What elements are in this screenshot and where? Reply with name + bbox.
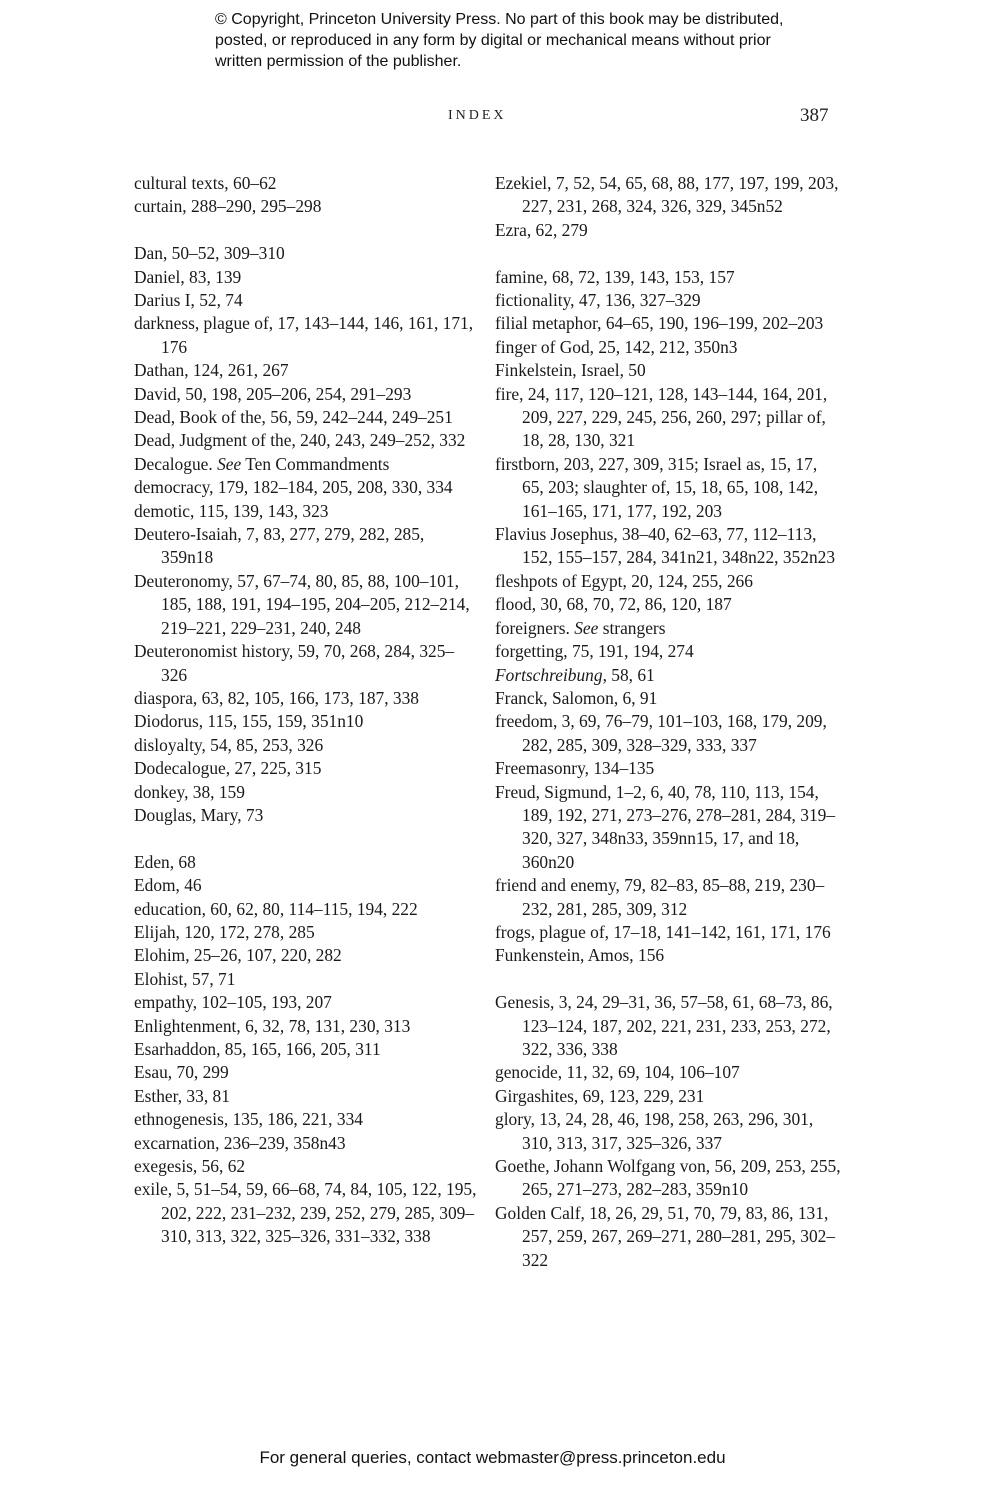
index-entry: Elohist, 57, 71 (134, 968, 236, 989)
index-entry: Ezekiel, 7, 52, 54, 65, 68, 88, 177, 197, 199, 203, 227, 231, 268, 324, 326, 329, 345n52 (495, 173, 839, 217)
index-entry: education, 60, 62, 80, 114–115, 194, 222 (134, 898, 418, 919)
index-entry: Goethe, Johann Wolfgang von, 56, 209, 253, 255, 265, 271–273, 282–283, 359n10 (495, 1156, 841, 1200)
index-entry: fire, 24, 117, 120–121, 128, 143–144, 164, 201, 209, 227, 229, 245, 256, 260, 297; pillar of, 18, 28, 130, 321 (495, 383, 828, 451)
index-entry: friend and enemy, 79, 82–83, 85–88, 219, 230–232, 281, 285, 309, 312 (495, 875, 825, 919)
index-entry-italic: See (217, 453, 242, 474)
index-entry (495, 664, 843, 687)
index-entry: Daniel, 83, 139 (134, 266, 242, 287)
index-entry: Golden Calf, 18, 26, 29, 51, 70, 79, 83, 86, 131, 257, 259, 267, 269–271, 280–281, 295, 302–322 (495, 1202, 836, 1270)
letter-group-gap (495, 968, 843, 991)
index-entry: diaspora, 63, 82, 105, 166, 173, 187, 338 (134, 687, 419, 708)
index-entry-text: Ten Commandments (241, 453, 390, 474)
index-entry: Edom, 46 (134, 875, 202, 896)
index-entry: Girgashites, 69, 123, 229, 231 (495, 1085, 705, 1106)
index-entry: Enlightenment, 6, 32, 78, 131, 230, 313 (134, 1015, 411, 1036)
index-entry-text: Decalogue. (134, 453, 218, 474)
footer-contact: For general queries, contact webmaster@press.princeton.edu (259, 1448, 726, 1467)
index-entry: ethnogenesis, 135, 186, 221, 334 (134, 1109, 363, 1130)
index-entry: forgetting, 75, 191, 194, 274 (495, 641, 694, 662)
index-entry: Franck, Salomon, 6, 91 (495, 687, 658, 708)
index-entry: Esarhaddon, 85, 165, 166, 205, 311 (134, 1039, 381, 1059)
index-entry: exegesis, 56, 62 (134, 1156, 246, 1177)
index-entry: demotic, 115, 139, 143, 323 (134, 500, 329, 521)
index-entry: fictionality, 47, 136, 327–329 (495, 290, 701, 311)
index-column-left (134, 172, 479, 1249)
index-entry: Deutero-Isaiah, 7, 83, 277, 279, 282, 285, 359n18 (134, 524, 425, 568)
index-entry: filial metaphor, 64–65, 190, 196–199, 202–203 (495, 313, 824, 334)
index-entry: frogs, plague of, 17–18, 141–142, 161, 171, 176 (495, 921, 831, 942)
index-entry (495, 617, 843, 640)
letter-group-gap (134, 827, 479, 850)
running-title: INDEX (448, 108, 507, 123)
index-entry: Deuteronomist history, 59, 70, 268, 284, 325–326 (134, 641, 455, 685)
index-entry: democracy, 179, 182–184, 205, 208, 330, 334 (134, 477, 453, 498)
index-entry: Dead, Judgment of the, 240, 243, 249–252, 332 (134, 430, 466, 451)
index-entry: Dodecalogue, 27, 225, 315 (134, 758, 322, 779)
index-entry: darkness, plague of, 17, 143–144, 146, 161, 171, 176 (134, 313, 474, 357)
index-entry: Diodorus, 115, 155, 159, 351n10 (134, 711, 364, 732)
index-entry: Genesis, 3, 24, 29–31, 36, 57–58, 61, 68–73, 86, 123–124, 187, 202, 221, 231, 233, 253, 272, 322, 336, 338 (495, 992, 833, 1059)
index-entry: Dan, 50–52, 309–310 (134, 243, 285, 264)
index-entry (134, 453, 479, 476)
index-entry: Freud, Sigmund, 1–2, 6, 40, 78, 110, 113, 154, 189, 192, 271, 273–276, 278–281, 284, 319–320, 327, 348n33, 359nn15, 17, and 18, 360n20 (495, 781, 836, 872)
index-entry: Ezra, 62, 279 (495, 219, 588, 240)
index-entry: exile, 5, 51–54, 59, 66–68, 74, 84, 105, 122, 195, 202, 222, 231–232, 239, 252, 279, 285, 309–310, 313, 322, 325–326, 331–332, 338 (134, 1179, 477, 1247)
index-entry: Douglas, Mary, 73 (134, 804, 264, 825)
index-entry: Finkelstein, Israel, 50 (495, 360, 646, 381)
index-entry: disloyalty, 54, 85, 253, 326 (134, 734, 324, 755)
index-entry: flood, 30, 68, 70, 72, 86, 120, 187 (495, 594, 732, 615)
index-entry: Freemasonry, 134–135 (495, 758, 655, 779)
letter-group-gap (495, 242, 843, 265)
index-entry-text: foreigners. (495, 617, 575, 638)
index-entry: Darius I, 52, 74 (134, 290, 243, 311)
index-entry-italic: Fortschreibung (495, 664, 603, 685)
index-entry: David, 50, 198, 205–206, 254, 291–293 (134, 383, 412, 404)
index-entry: donkey, 38, 159 (134, 781, 245, 802)
index-entry: Dead, Book of the, 56, 59, 242–244, 249–251 (134, 407, 453, 428)
index-entry: empathy, 102–105, 193, 207 (134, 992, 332, 1013)
index-entry-text: , 58, 61 (602, 664, 655, 685)
index-entry: curtain, 288–290, 295–298 (134, 196, 322, 217)
index-entry: genocide, 11, 32, 69, 104, 106–107 (495, 1062, 740, 1083)
index-entry: famine, 68, 72, 139, 143, 153, 157 (495, 266, 735, 287)
page-number: 387 (800, 105, 829, 126)
letter-group-gap (134, 219, 479, 242)
index-entry: firstborn, 203, 227, 309, 315; Israel as, 15, 17, 65, 203; slaughter of, 15, 18, 65, 108, 142, 161–165, 171, 177, 192, 203 (495, 453, 819, 521)
running-head (0, 105, 985, 127)
index-entry: Elijah, 120, 172, 278, 285 (134, 921, 315, 942)
index-entry: fleshpots of Egypt, 20, 124, 255, 266 (495, 570, 753, 591)
index-column-right (495, 172, 843, 1272)
index-entry: Flavius Josephus, 38–40, 62–63, 77, 112–113, 152, 155–157, 284, 341n21, 348n22, 352n23 (495, 524, 836, 568)
index-entry: excarnation, 236–239, 358n43 (134, 1132, 346, 1153)
index-entry: Dathan, 124, 261, 267 (134, 360, 289, 381)
index-entry: finger of God, 25, 142, 212, 350n3 (495, 336, 738, 357)
index-entry: glory, 13, 24, 28, 46, 198, 258, 263, 296, 301, 310, 313, 317, 325–326, 337 (495, 1109, 814, 1153)
index-entry: Elohim, 25–26, 107, 220, 282 (134, 945, 342, 966)
index-entry: Deuteronomy, 57, 67–74, 80, 85, 88, 100–101, 185, 188, 191, 194–195, 204–205, 212–214, 219–221, 229–231, 240, 248 (134, 570, 470, 638)
index-entry: Eden, 68 (134, 851, 196, 872)
index-entry: Esther, 33, 81 (134, 1085, 230, 1106)
index-entry-text: strangers (598, 617, 666, 638)
copyright-notice: © Copyright, Princeton University Press. No part of this book may be distributed, posted, or reproduced in any form by digital or mechanical means without prior written permission of the publisher. (215, 11, 784, 70)
index-entry: Funkenstein, Amos, 156 (495, 945, 665, 966)
index-entry: Esau, 70, 299 (134, 1062, 229, 1083)
index-entry: freedom, 3, 69, 76–79, 101–103, 168, 179, 209, 282, 285, 309, 328–329, 333, 337 (495, 711, 827, 755)
index-entry: cultural texts, 60–62 (134, 173, 277, 193)
index-entry-italic: See (574, 617, 599, 638)
